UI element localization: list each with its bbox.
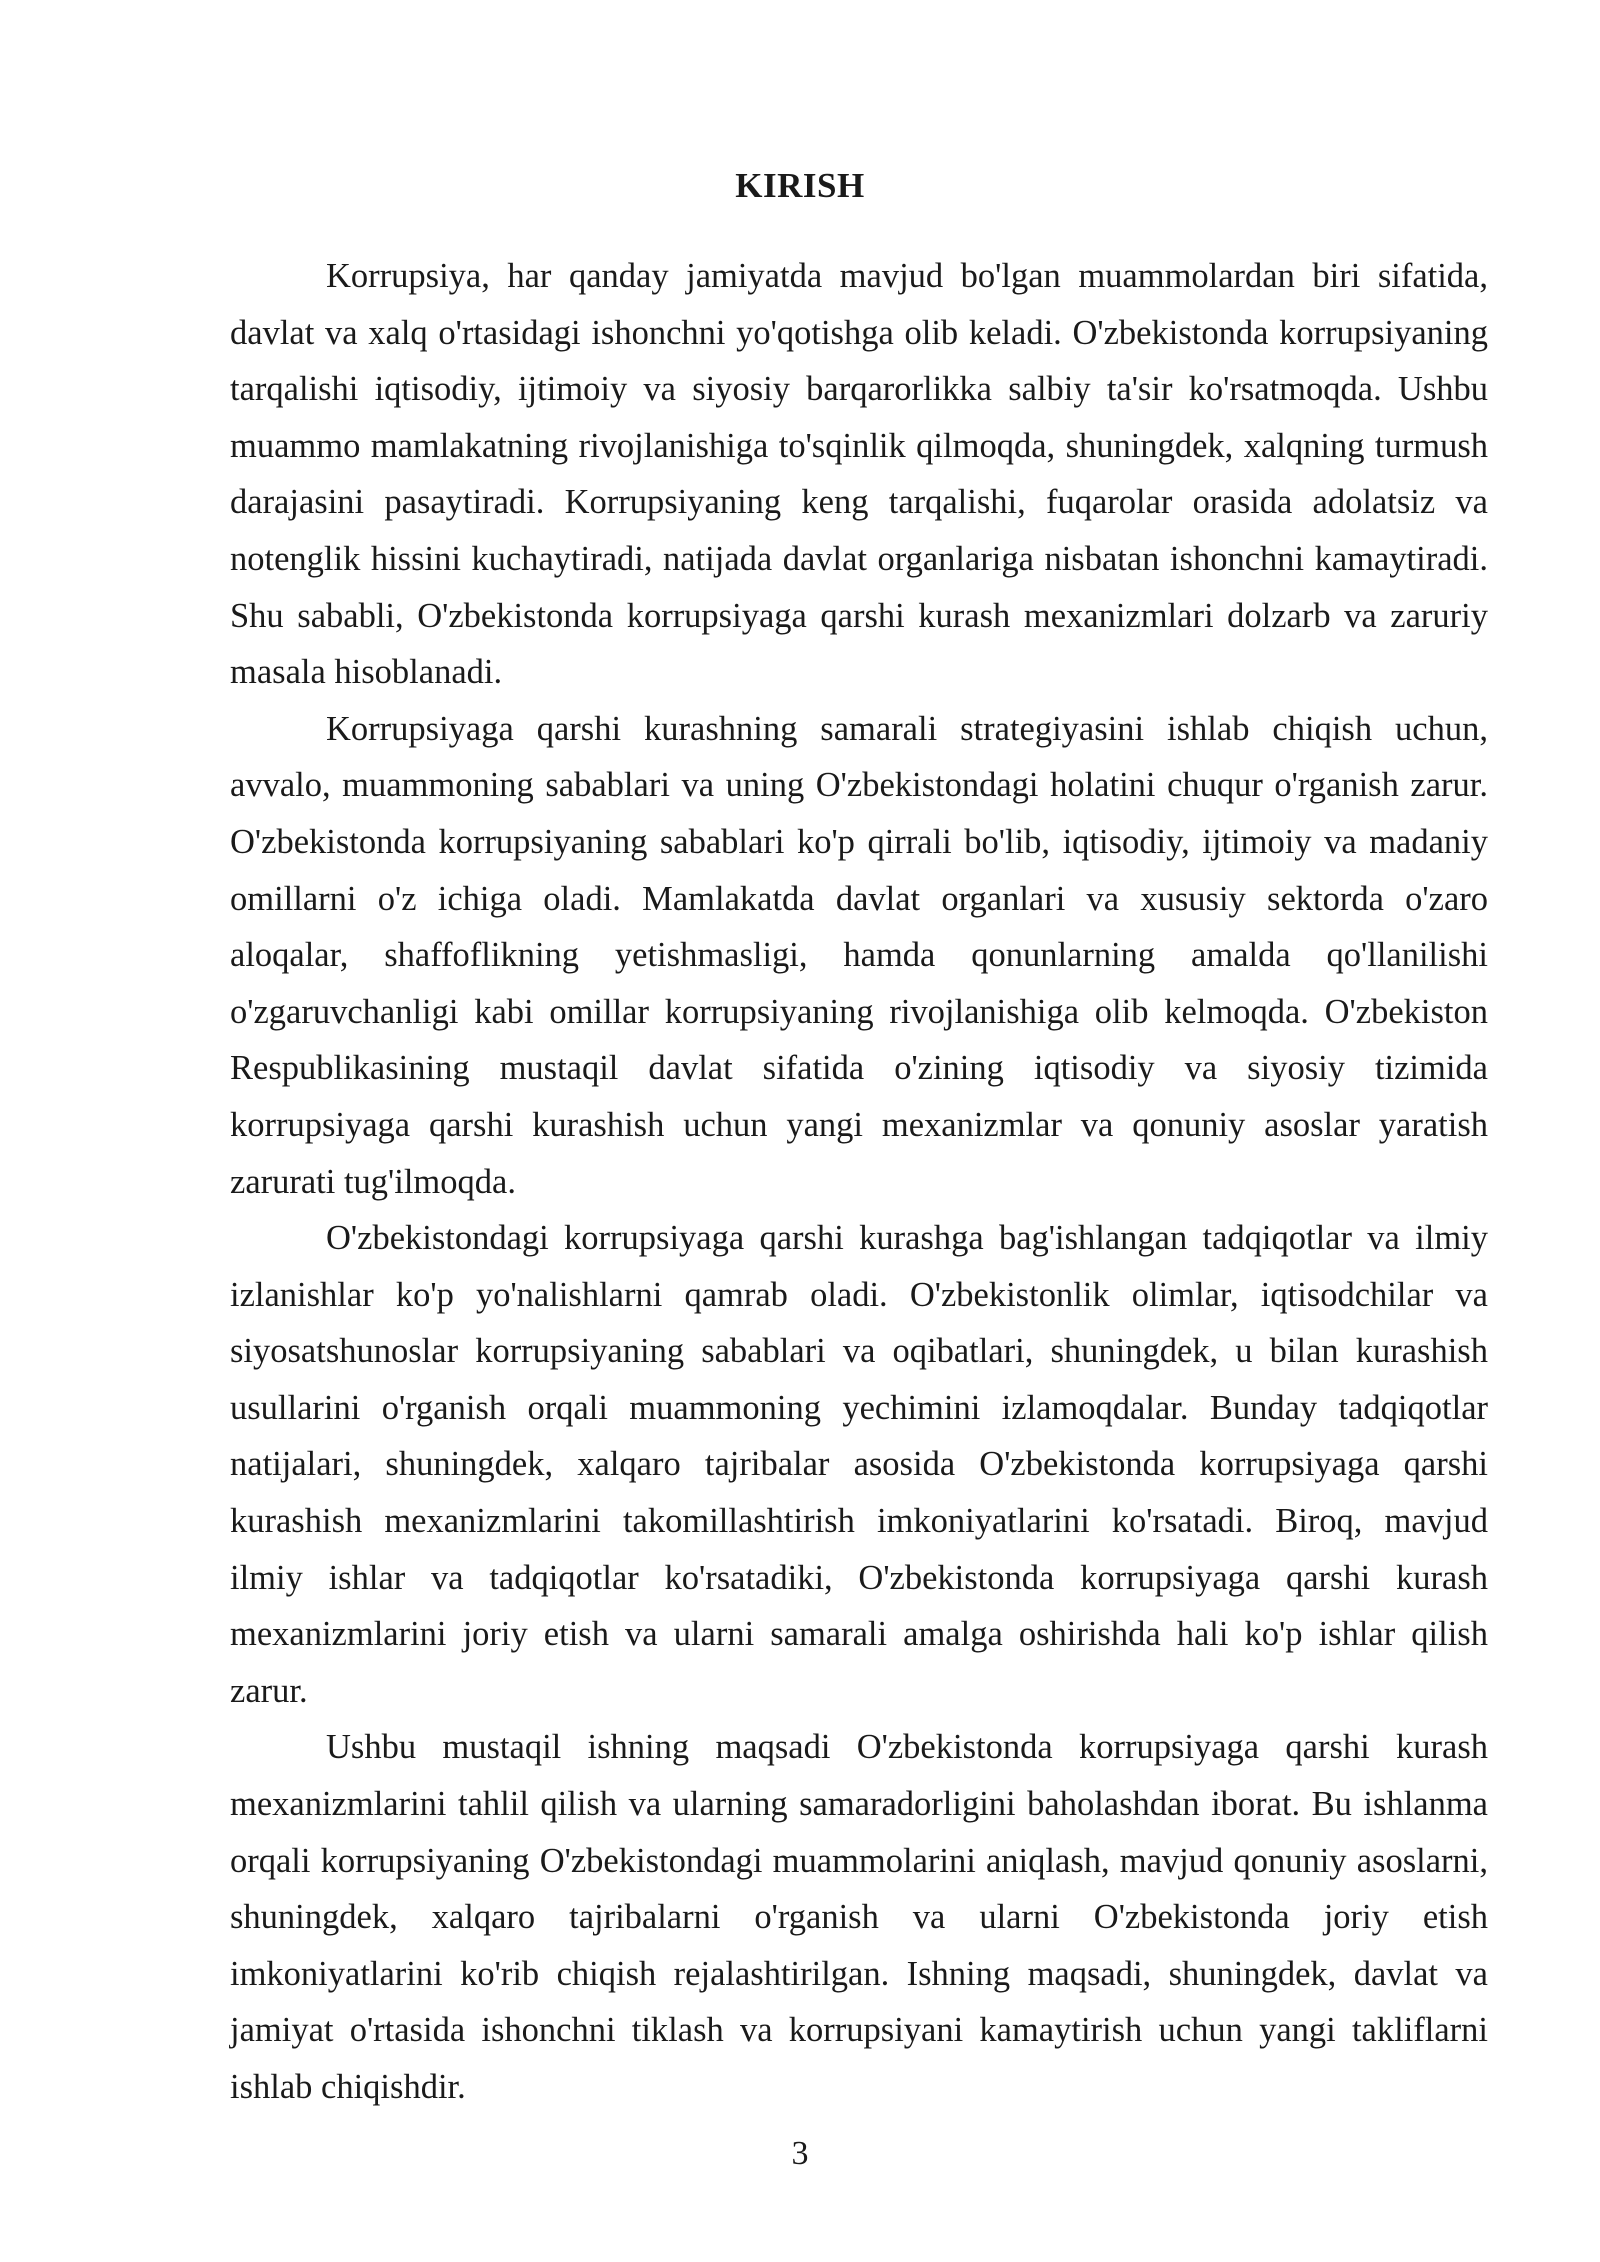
paragraph: Korrupsiya, har qanday jamiyatda mavjud bo'lgan muammolardan biri sifatida, davlat va xalq o'rtasidagi ishonchni yo'qotishga olib keladi. O'zbekistonda korrupsiyaning tarqalishi iqtisodiy, ijtimoiy va siyosiy barqarorlikka salbiy ta'sir ko'rsatmoqda. Ushbu muammo mamlakatning rivojlanishiga to'sqinlik qilmoqda, shuningdek, xalqning turmush darajasini pasaytiradi. Korrupsiyaning keng tarqalishi, fuqarolar orasida adolatsiz va notenglik hissini kuchaytiradi, natijada davlat organlariga nisbatan ishonchni kamaytiradi. Shu sababli, O'zbekistonda korrupsiyaga qarshi kurash mexanizmlari dolzarb va zaruriy masala hisoblanadi. <box>230 257 1488 692</box>
paragraph: O'zbekistondagi korrupsiyaga qarshi kurashga bag'ishlangan tadqiqotlar va ilmiy izlanishlar ko'p yo'nalishlarni qamrab oladi. O'zbekistonlik olimlar, iqtisodchilar va siyosatshunoslar korrupsiyaning sabablari va oqibatlari, shuningdek, u bilan kurashish usullarini o'rganish orqali muammoning yechimini izlamoqdalar. Bunday tadqiqotlar natijalari, shuningdek, xalqaro tajribalar asosida O'zbekistonda korrupsiyaga qarshi kurashish mexanizmlarini takomillashtirish imkoniyatlarini ko'rsatadi. Biroq, mavjud ilmiy ishlar va tadqiqotlar ko'rsatadiki, O'zbekistonda korrupsiyaga qarshi kurash mexanizmlarini joriy etish va ularni samarali amalga oshirishda hali ko'p ishlar qilish zarur. <box>230 1219 1488 1710</box>
section-title: KIRISH <box>735 166 865 205</box>
page-number: 3 <box>791 2135 809 2172</box>
paragraph: Korrupsiyaga qarshi kurashning samarali strategiyasini ishlab chiqish uchun, avvalo, muammoning sabablari va uning O'zbekistondagi holatini chuqur o'rganish zarur. O'zbekistonda korrupsiyaning sabablari ko'p qirrali bo'lib, iqtisodiy, ijtimoiy va madaniy omillarni o'z ichiga oladi. Mamlakatda davlat organlari va xususiy sektorda o'zaro aloqalar, shaffoflikning yetishmasligi, hamda qonunlarning amalda qo'llanilishi o'zgaruvchanligi kabi omillar korrupsiyaning rivojlanishiga olib kelmoqda. O'zbekiston Respublikasining mustaqil davlat sifatida o'zining iqtisodiy va siyosiy tizimida korrupsiyaga qarshi kurashish uchun yangi mexanizmlar va qonuniy asoslar yaratish zarurati tug'ilmoqda. <box>230 709 1488 1201</box>
paragraph: Ushbu mustaqil ishning maqsadi O'zbekistonda korrupsiyaga qarshi kurash mexanizmlarini tahlil qilish va ularning samaradorligini baholashdan iborat. Bu ishlanma orqali korrupsiyaning O'zbekistondagi muammolarini aniqlash, mavjud qonuniy asoslarni, shuningdek, xalqaro tajribalarni o'rganish va ularni O'zbekistonda joriy etish imkoniyatlarini ko'rib chiqish rejalashtirilgan. Ishning maqsadi, shuningdek, davlat va jamiyat o'rtasida ishonchni tiklash va korrupsiyani kamaytirish uchun yangi takliflarni ishlab chiqishdir. <box>230 1728 1488 2106</box>
body-text <box>230 248 1488 2116</box>
